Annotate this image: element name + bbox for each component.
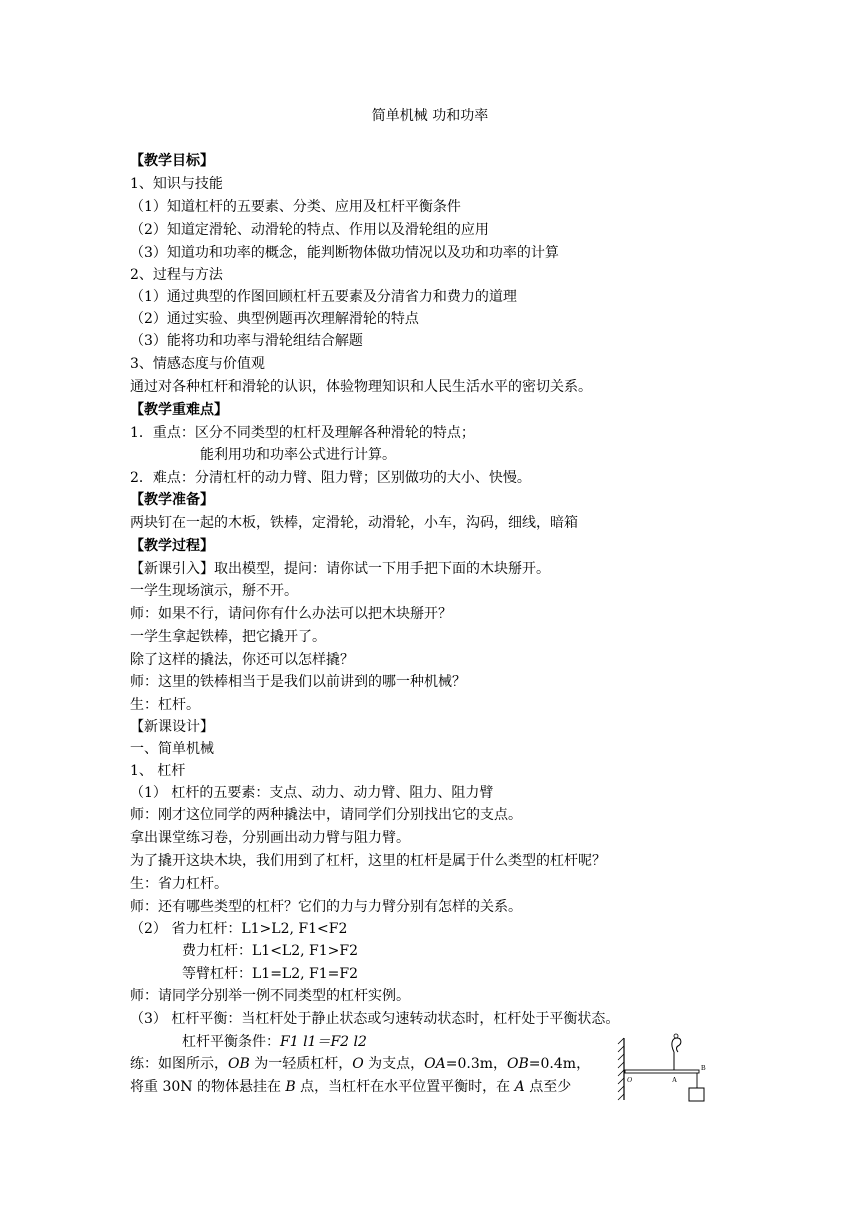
text-line: 生：省力杠杆。 (130, 876, 228, 892)
text-line: 通过对各种杠杆和滑轮的认识，体验物理知识和人民生活水平的密切关系。 (130, 379, 592, 395)
text-line: （2）知道定滑轮、动滑轮的特点、作用以及滑轮组的应用 (130, 222, 489, 238)
exercise-var: OB (228, 1056, 250, 1072)
wall-hatch (618, 1038, 624, 1100)
text-line: 师：刚才这位同学的两种撬法中，请同学们分别找出它的支点。 (130, 807, 522, 823)
section-heading-objectives: 【教学目标】 (130, 153, 214, 169)
text-line: （2） 省力杠杆：L1>L2, F1<F2 (130, 921, 348, 937)
text-line: 【新课引入】取出模型，提问：请你试一下用手把下面的木块掰开。 (130, 561, 550, 577)
exercise-text: 为一轻质杠杆， (249, 1056, 353, 1072)
text-line: 3、情感态度与价值观 (130, 356, 265, 372)
exercise-var: O (352, 1056, 364, 1072)
exercise-text: 点，当杠杆在水平位置平衡时，在 (295, 1079, 515, 1095)
label-b: B (701, 1064, 706, 1072)
balance-condition-label: 杠杆平衡条件： (182, 1034, 280, 1050)
exercise-line-1 (130, 1053, 590, 1075)
exercise-var: OA (424, 1056, 446, 1072)
exercise-var: B (285, 1079, 296, 1095)
text-line: 师：这里的铁棒相当于是我们以前讲到的哪一种机械？ (130, 674, 466, 690)
lever-bar (625, 1070, 699, 1073)
text-line: 师：还有哪些类型的杠杆？它们的力与力臂分别有怎样的关系。 (130, 899, 522, 915)
text-line: （1）知道杠杆的五要素、分类、应用及杠杆平衡条件 (130, 199, 461, 215)
text-line: 1、 杠杆 (130, 763, 186, 779)
section-heading-preparation: 【教学准备】 (130, 492, 214, 508)
page-title: 简单机械 功和功率 (371, 108, 489, 124)
text-line: 一学生现场演示，掰不开。 (130, 583, 298, 599)
text-line: 生：杠杆。 (130, 697, 200, 713)
text-line: （1） 杠杆的五要素：支点、动力、动力臂、阻力、阻力臂 (130, 785, 494, 801)
text-line: 等臂杠杆：L1=L2, F1=F2 (182, 966, 359, 982)
hook-icon (672, 1038, 681, 1070)
exercise-text: 练：如图所示， (130, 1056, 228, 1072)
text-line: （1）通过典型的作图回顾杠杆五要素及分清省力和费力的道理 (130, 289, 517, 305)
text-line: 1、知识与技能 (130, 176, 223, 192)
text-line: 一学生拿起铁棒，把它撬开了。 (130, 629, 326, 645)
exercise-text: =0.3m， (445, 1056, 508, 1072)
exercise-var: A (514, 1079, 525, 1095)
text-line: 1．重点：区分不同类型的杠杆及理解各种滑轮的特点； (130, 425, 475, 441)
balance-condition-formula: F1 l1＝F2 l2 (280, 1034, 367, 1050)
text-line: 拿出课堂练习卷，分别画出动力臂与阻力臂。 (130, 830, 410, 846)
text-line: （3）知道功和功率的概念，能判断物体做功情况以及功和功率的计算 (130, 245, 559, 261)
lever-diagram (616, 1030, 716, 1105)
weight-box (689, 1088, 704, 1101)
text-line: 一、简单机械 (130, 741, 214, 757)
text-line: 2．难点：分清杠杆的动力臂、阻力臂；区别做功的大小、快慢。 (130, 470, 531, 486)
text-line: 两块钉在一起的木板，铁棒，定滑轮，动滑轮，小车，沟码，细线，暗箱 (130, 515, 578, 531)
text-line: 除了这样的撬法，你还可以怎样撬？ (130, 652, 354, 668)
exercise-var: OB (507, 1056, 529, 1072)
text-line: （3） 杠杆平衡：当杠杆处于静止状态或匀速转动状态时，杠杆处于平衡状态。 (130, 1011, 620, 1027)
exercise-text: 为支点， (363, 1056, 425, 1072)
text-line: 能利用功和功率公式进行计算。 (200, 447, 396, 463)
text-line: （2）通过实验、典型例题再次理解滑轮的特点 (130, 311, 419, 327)
section-heading-key-points: 【教学重难点】 (130, 402, 228, 418)
label-a: A (672, 1076, 678, 1084)
text-line: 【新课设计】 (130, 719, 214, 735)
text-line: 2、过程与方法 (130, 267, 223, 283)
label-o: O (627, 1076, 633, 1084)
exercise-text: 点至少 (524, 1079, 572, 1095)
section-heading-process: 【教学过程】 (130, 538, 214, 554)
text-line: 师：如果不行，请问你有什么办法可以把木块掰开？ (130, 606, 452, 622)
exercise-text: =0.4m， (528, 1056, 591, 1072)
text-line: 费力杠杆：L1<L2, F1>F2 (182, 943, 359, 959)
exercise-line-2 (130, 1076, 571, 1098)
text-line: 师：请同学分别举一例不同类型的杠杆实例。 (130, 988, 410, 1004)
text-line: 为了撬开这块木块，我们用到了杠杆，这里的杠杆是属于什么类型的杠杆呢？ (130, 853, 606, 869)
text-line: （3）能将功和功率与滑轮组结合解题 (130, 333, 363, 349)
hand-icon (674, 1034, 678, 1038)
exercise-text: 将重 30N 的物体悬挂在 (130, 1079, 286, 1095)
balance-condition (182, 1031, 367, 1053)
